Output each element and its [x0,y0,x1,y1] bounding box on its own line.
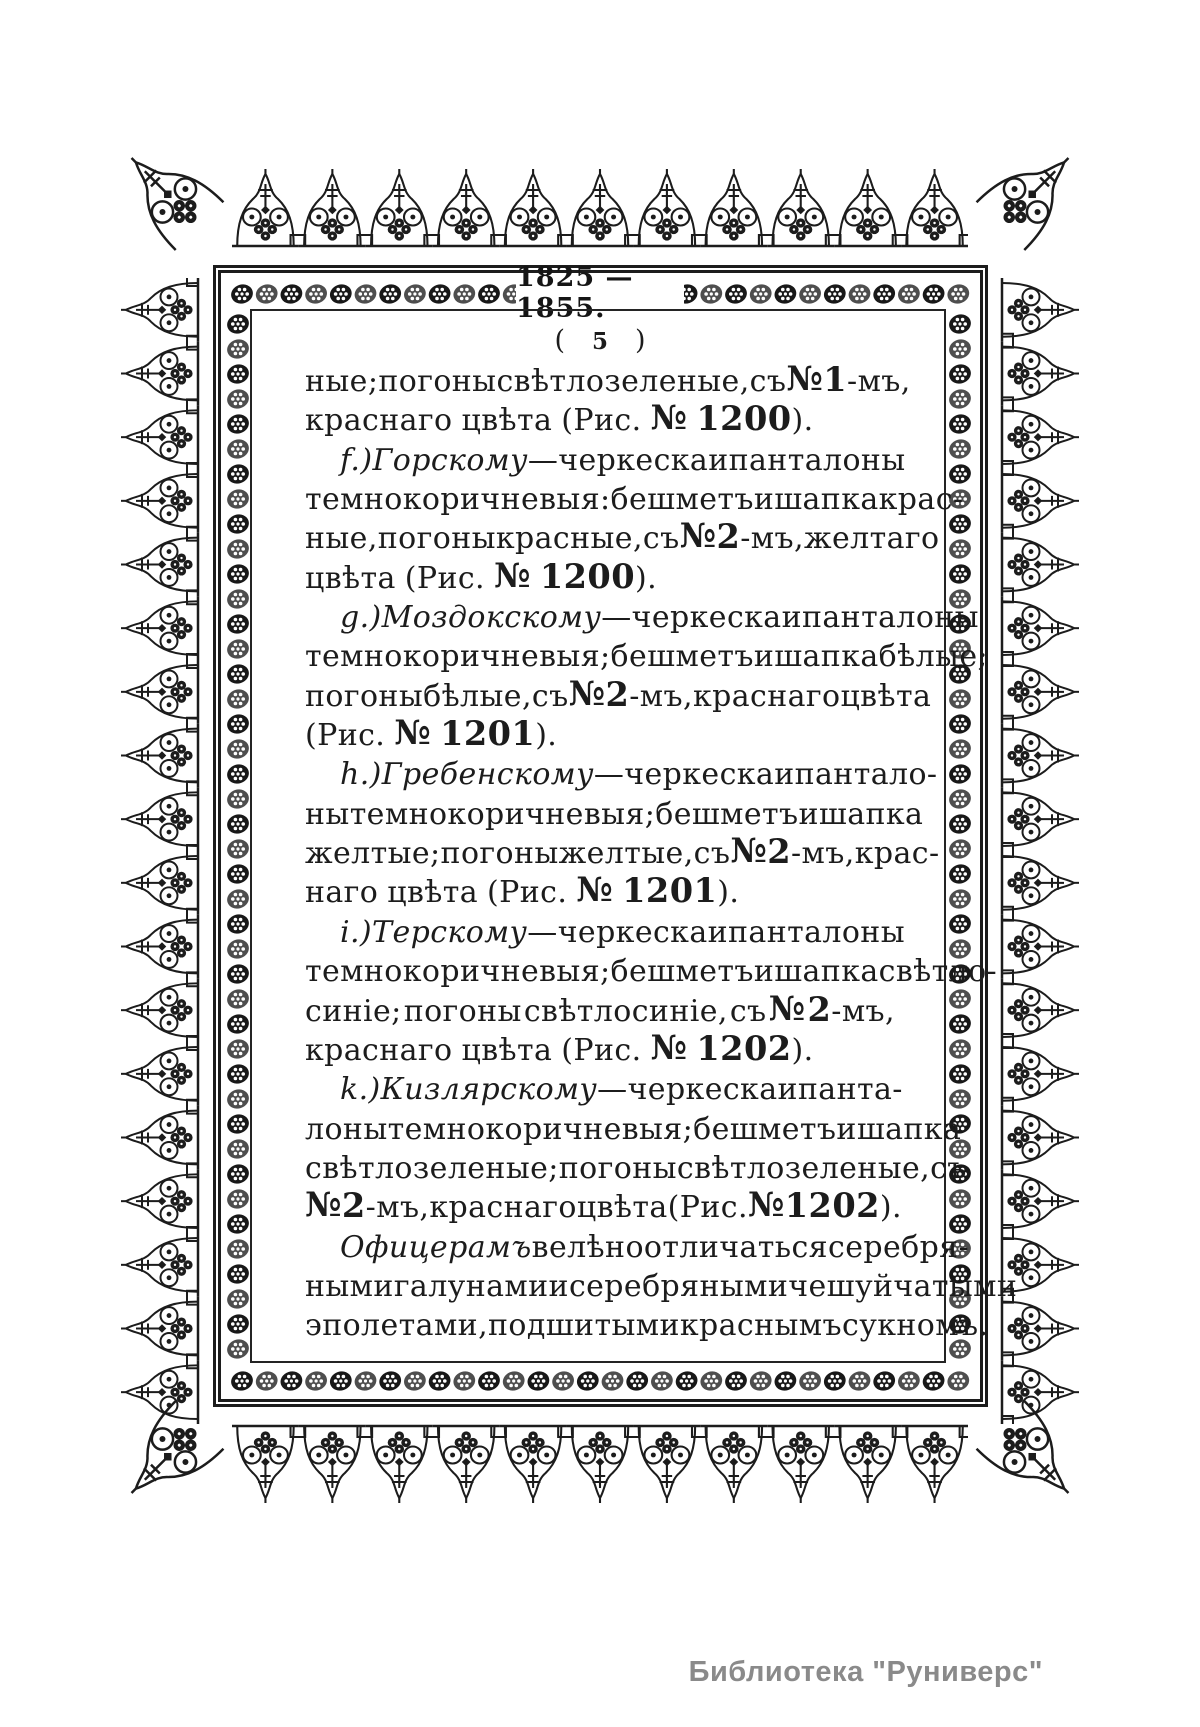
border-ornament-bottom [232,1422,968,1506]
text-line: эполетами, подшитыми краснымъ сукномъ. [305,1308,989,1344]
text-line: ными галунами и серебряными чешуйчатыми [305,1268,1018,1304]
text-line: темнокоричневыя; бешметъ и шапка свѣтло- [305,954,998,990]
paren-close: ) [635,325,646,356]
text-line: ные, погоны красные, съ № 2-мъ, желтаго [305,515,940,557]
text-line: синіе; погоны свѣтлосиніе, съ № 2-мъ, [305,987,895,1029]
body-text [305,358,1018,1346]
paren-open: ( [554,325,565,356]
rosette-band-left [226,312,250,1362]
text-line: желтые; погоны желтые, съ № 2-мъ, крас- [305,830,940,872]
rosette-band-bottom [230,1369,970,1393]
page-number [305,325,895,357]
text-line: свѣтлозеленые; погоны свѣтлозеленые, съ [305,1150,967,1186]
text-line: № 2-мъ, краснаго цвѣта (Рис. № 1202). [305,1184,902,1226]
header-years-label: 1825 — 1855. [516,276,684,310]
text-line: погоны бѣлые, съ № 2-мъ, краснаго цвѣта [305,672,932,714]
border-ornament-left [118,278,202,1424]
text-line: наго цвѣта (Рис. № 1201). [305,869,740,911]
text-line: краснаго цвѣта (Рис. № 1200). [305,397,814,439]
text-line: i.) Терскому — черкеска и панталоны [340,914,905,950]
rosette-band-right [948,312,972,1362]
text-line: (Рис. № 1201). [305,712,558,754]
text-line: k.) Кизлярскому — черкеска и панта- [340,1072,903,1108]
text-line: Офицерамъ велѣно отличаться серебря- [340,1229,970,1265]
text-line: ные; погоны свѣтлозеленые, съ № 1-мъ, [305,358,911,399]
text-line: цвѣта (Рис. № 1200). [305,554,658,596]
text-line: краснаго цвѣта (Рис. № 1202). [305,1026,814,1068]
corner-sprig-icon [101,127,232,258]
text-line: g.) Моздокскому — черкеска и панталоны [340,600,979,636]
text-line: темнокоричневыя; бешметъ и шапка бѣлые; [305,639,989,675]
text-line: ны темнокоричневыя; бешметъ и шапка [305,796,924,832]
corner-sprig-icon [969,127,1100,258]
text-line: темнокоричневыя: бешметъ и шапка крас- [305,482,964,518]
border-ornament-right [998,278,1082,1424]
border-ornament-top [232,166,968,250]
page-number-value: 5 [591,328,608,355]
library-watermark: Библиотека "Руниверс" [688,1656,1043,1688]
text-line: лоны темнокоричневыя; бешметъ и шапка [305,1111,962,1147]
text-line: h.) Гребенскому — черкеска и пантало- [340,757,938,793]
text-line: f.) Горскому — черкеска и панталоны [340,442,906,478]
